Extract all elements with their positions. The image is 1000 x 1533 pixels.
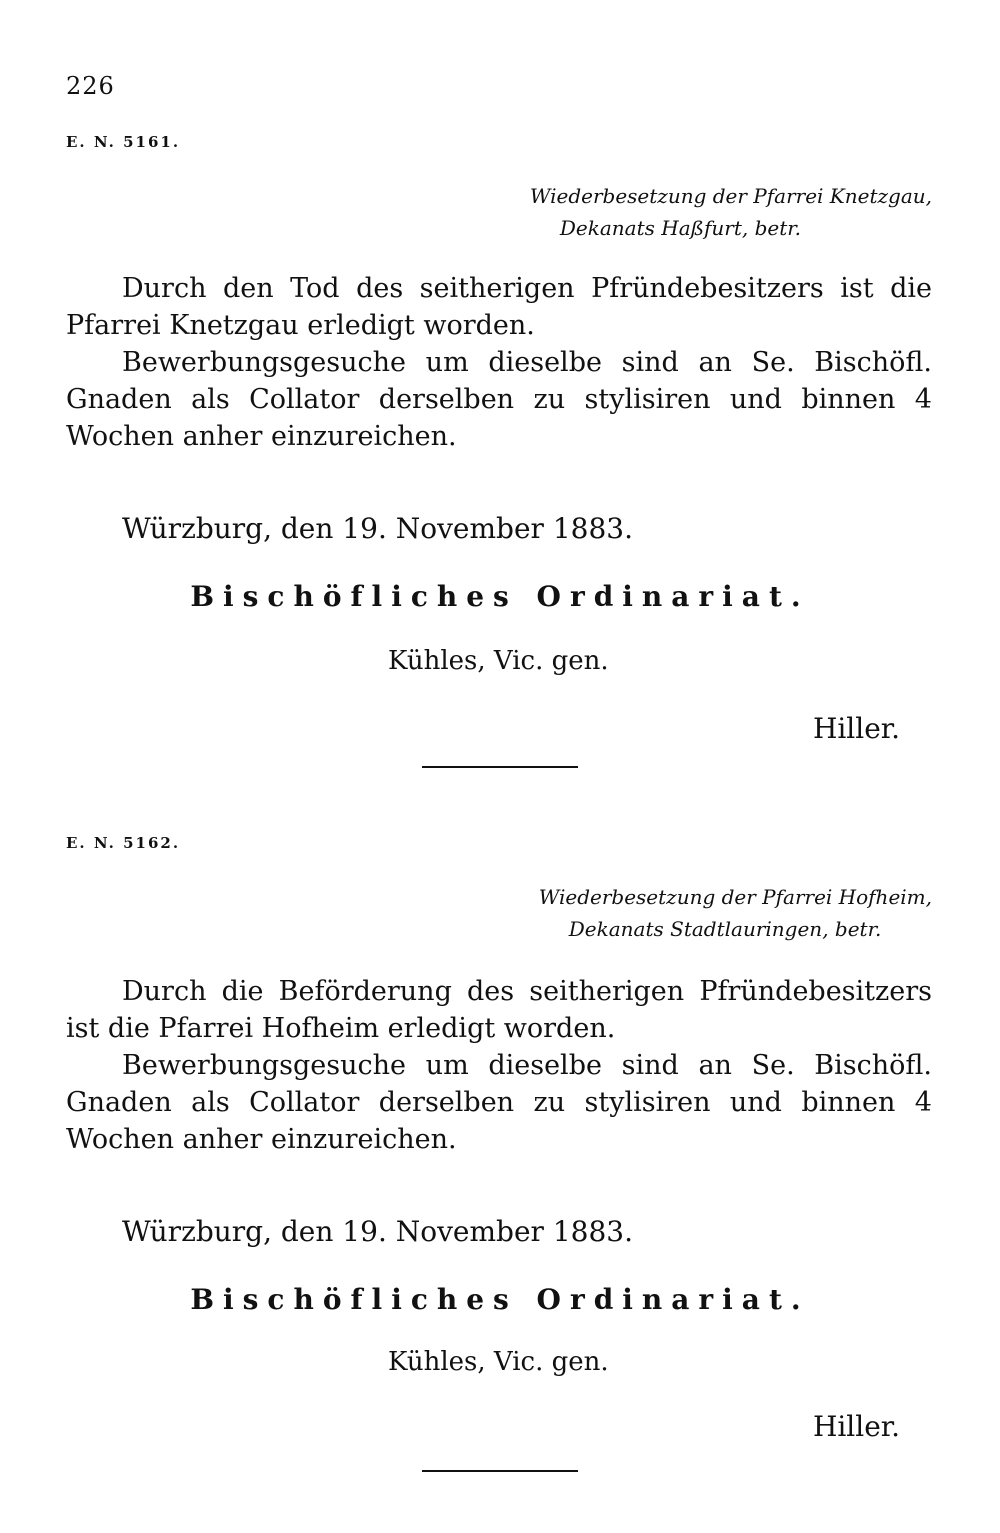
body-paragraph: Durch die Beförderung des seitherigen Pfründebesitzers ist die Pfarrei Hofheim erledigt worden.	[66, 976, 932, 1044]
secretary-signature: Hiller.	[812, 1410, 900, 1443]
entry-number: E. N. 5162.	[66, 834, 181, 852]
body-paragraph: Durch den Tod des seitherigen Pfründebesitzers ist die Pfarrei Knetzgau erledigt worden.	[66, 273, 932, 341]
section-divider	[422, 1470, 578, 1472]
section-divider	[422, 766, 578, 768]
subject-line: Dekanats Haßfurt, betr.	[559, 216, 801, 240]
page-number: 226	[66, 72, 115, 100]
entry-body	[66, 270, 932, 455]
vicar-general-signature: Kühles, Vic. gen.	[388, 1347, 609, 1377]
entry-subject	[530, 180, 932, 244]
vicar-general-signature: Kühles, Vic. gen.	[388, 646, 609, 676]
issuing-authority: Bischöfliches Ordinariat.	[190, 580, 810, 613]
subject-line: Wiederbesetzung der Pfarrei Hofheim,	[538, 885, 932, 909]
entry-number: E. N. 5161.	[66, 133, 181, 151]
secretary-signature: Hiller.	[812, 712, 900, 745]
body-paragraph: Bewerbungsgesuche um dieselbe sind an Se. Bischöfl. Gnaden als Collator derselben zu stylisiren und binnen 4 Wochen anher einzureichen.	[66, 1050, 932, 1155]
subject-line: Wiederbesetzung der Pfarrei Knetzgau,	[529, 184, 932, 208]
body-paragraph: Bewerbungsgesuche um dieselbe sind an Se. Bischöfl. Gnaden als Collator derselben zu stylisiren und binnen 4 Wochen anher einzureichen.	[66, 347, 932, 452]
subject-line: Dekanats Stadtlauringen, betr.	[568, 917, 882, 941]
entry-subject	[539, 881, 932, 945]
place-date: Würzburg, den 19. November 1883.	[122, 512, 633, 545]
issuing-authority: Bischöfliches Ordinariat.	[190, 1283, 810, 1316]
place-date: Würzburg, den 19. November 1883.	[122, 1215, 633, 1248]
entry-body	[66, 973, 932, 1158]
